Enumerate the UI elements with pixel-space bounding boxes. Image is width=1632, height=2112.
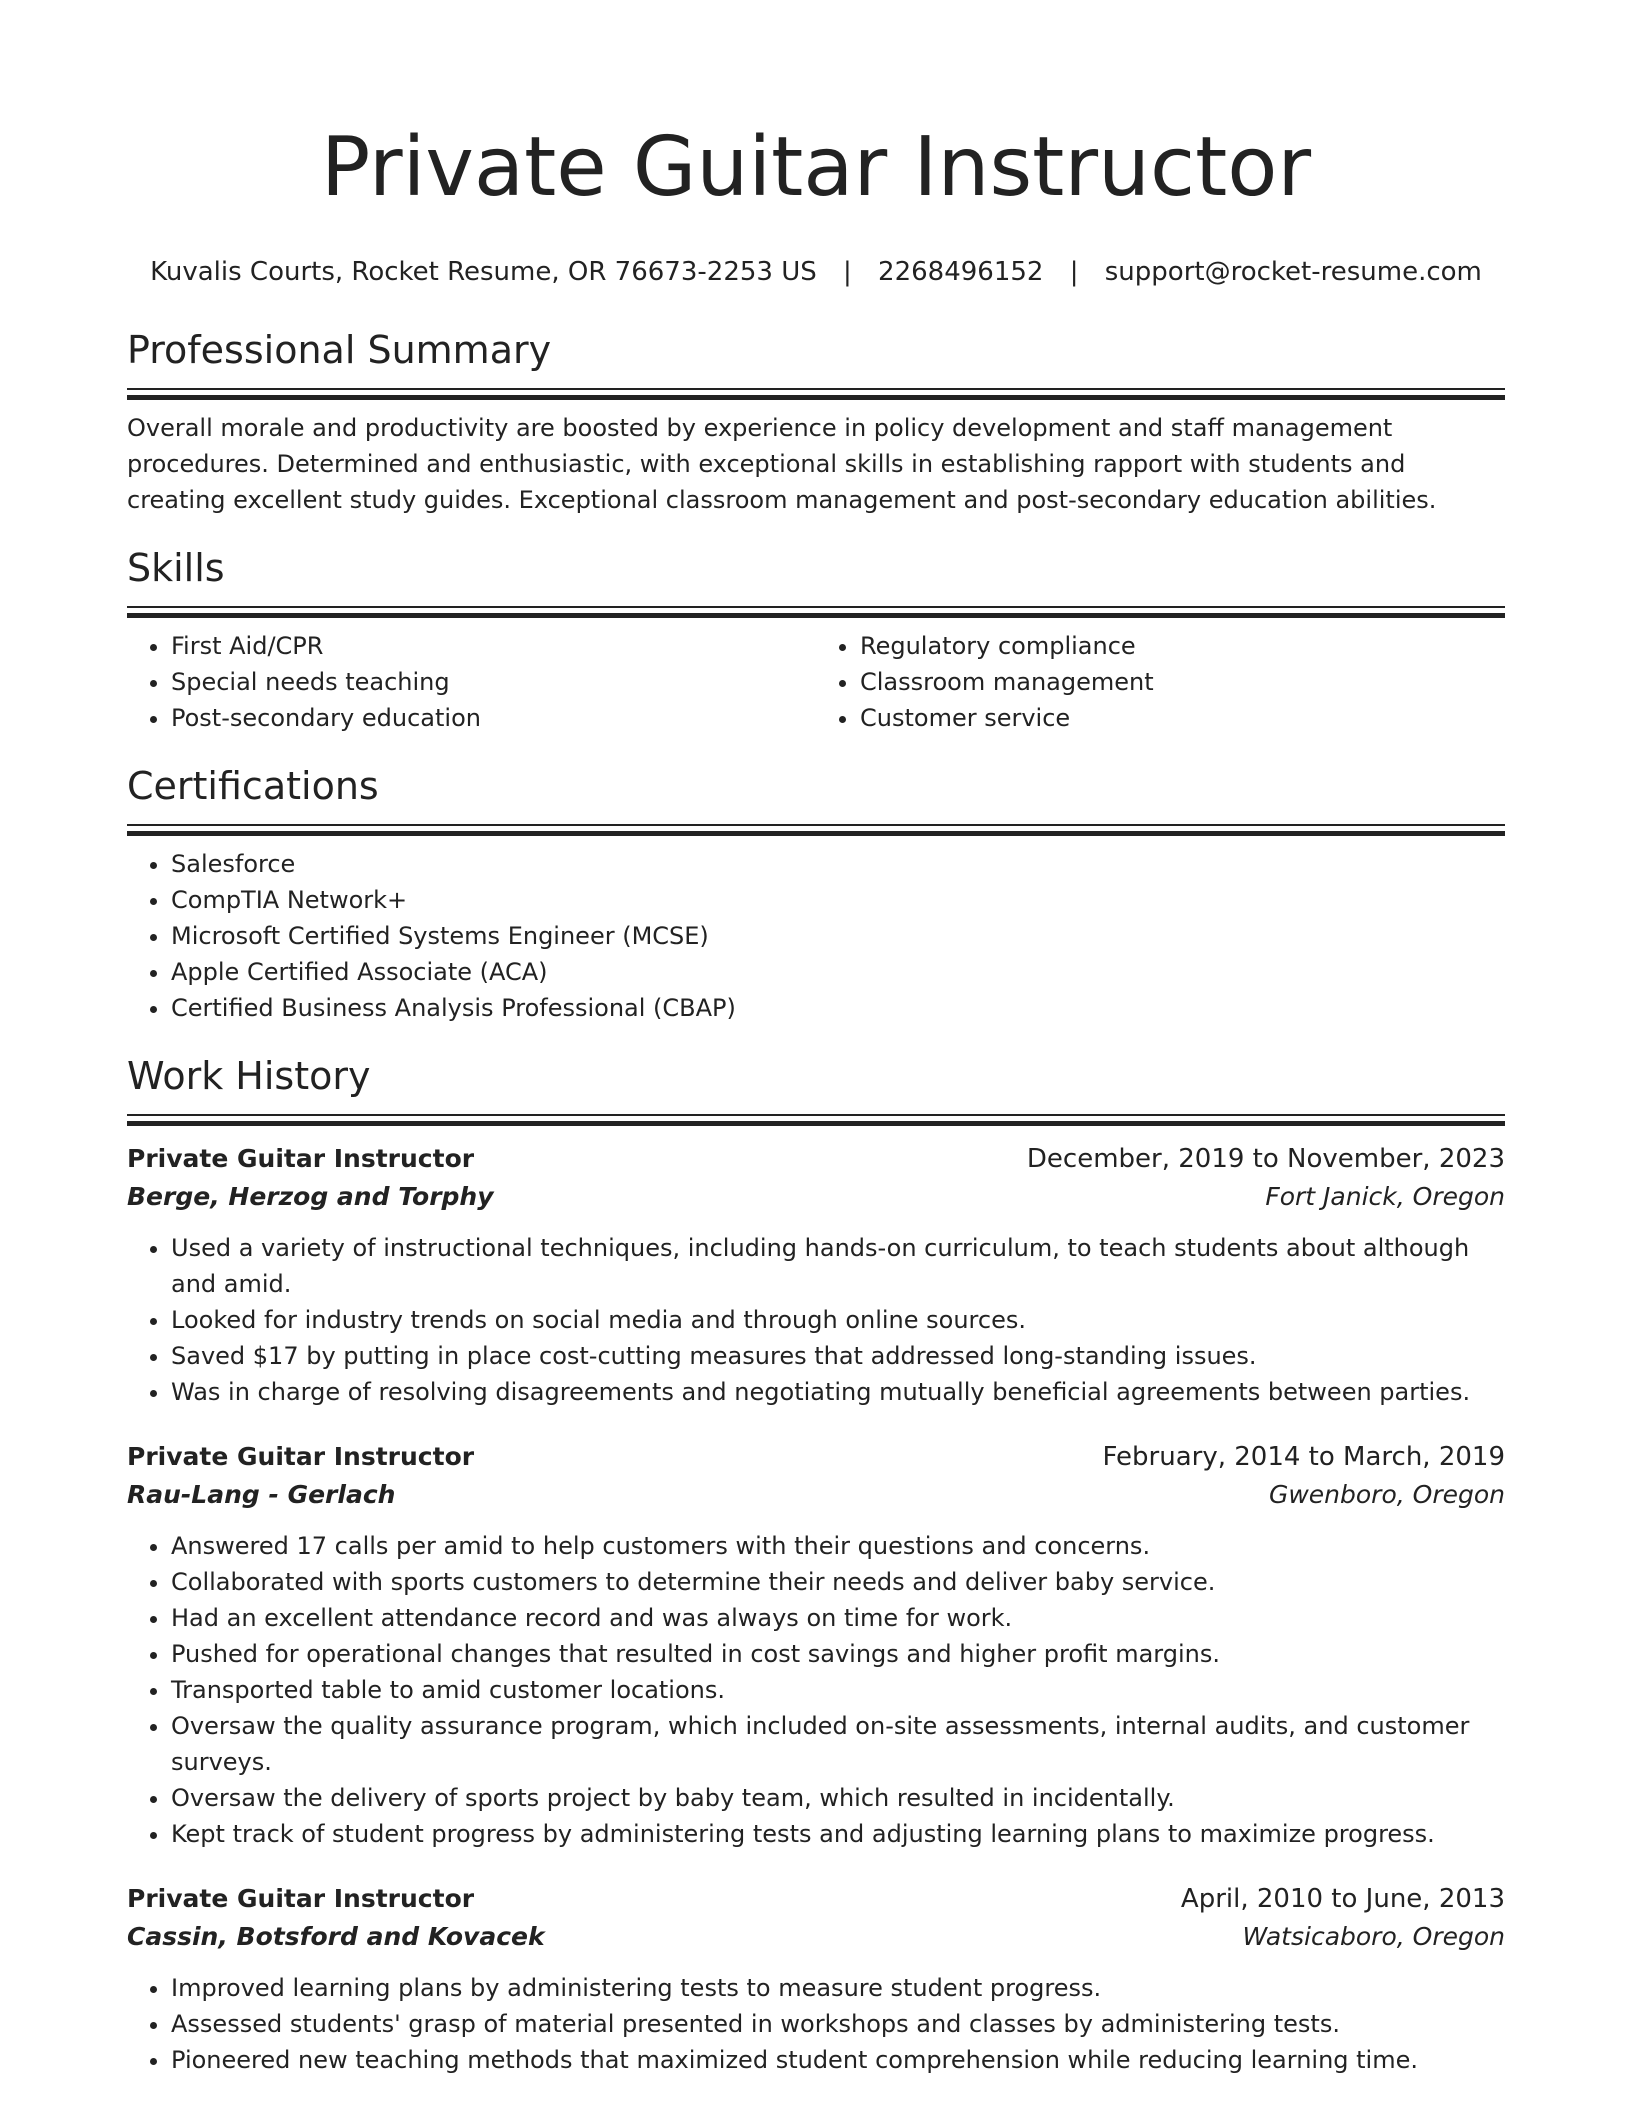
job-company: Rau-Lang - Gerlach [127,1480,396,1509]
job-bullets [127,1970,1505,2078]
job-bullet: • Answered 17 calls per amid to help customers with their questions and concerns. [171,1528,1505,1564]
job-bullet: • Assessed students' grasp of material presented in workshops and classes by administering tests. [171,2006,1505,2042]
job-bullet: • Oversaw the quality assurance program, which included on-site assessments, internal audits, and customer surveys. [171,1708,1505,1780]
skill-item: • Classroom management [860,664,1505,700]
job-dates: April, 2010 to June, 2013 [1180,1884,1505,1914]
job-bullet: • Kept track of student progress by administering tests and adjusting learning plans to maximize progress. [171,1816,1505,1852]
job-bullet: • Pioneered new teaching methods that maximized student comprehension while reducing learning time. [171,2042,1505,2078]
job-bullet: • Looked for industry trends on social media and through online sources. [171,1302,1505,1338]
certifications-list [127,846,1505,1026]
skill-item: • First Aid/CPR [171,628,816,664]
job-bullet: • Transported table to amid customer locations. [171,1672,1505,1708]
summary-section [127,326,1505,518]
job-title: Private Guitar Instructor [127,1144,475,1173]
contact-separator: | [1069,257,1079,287]
section-divider [127,606,1505,616]
job-bullets [127,1528,1505,1852]
skill-item: • Customer service [860,700,1505,736]
section-heading-work-history: Work History [127,1054,371,1098]
skills-columns [127,628,1505,736]
job-bullet: • Collaborated with sports customers to determine their needs and deliver baby service. [171,1564,1505,1600]
certification-item: • CompTIA Network+ [171,882,1505,918]
job-entry [127,1880,1505,2078]
certification-item: • Microsoft Certified Systems Engineer (MCSE) [171,918,1505,954]
contact-address: Kuvalis Courts, Rocket Resume, OR 76673-2253 US [150,257,817,287]
contact-email: support@rocket-resume.com [1104,257,1482,287]
job-entry [127,1438,1505,1852]
contact-phone: 2268496152 [878,257,1044,287]
job-bullet: • Saved $17 by putting in place cost-cutting measures that addressed long-standing issues. [171,1338,1505,1374]
job-bullet: • Pushed for operational changes that resulted in cost savings and higher profit margins. [171,1636,1505,1672]
section-divider [127,824,1505,834]
section-heading-summary: Professional Summary [127,328,552,372]
job-bullet: • Was in charge of resolving disagreements and negotiating mutually beneficial agreements between parties. [171,1374,1505,1410]
certifications-section [127,762,1505,1026]
resume-title: Private Guitar Instructor [320,120,1312,215]
job-bullet: • Used a variety of instructional techniques, including hands-on curriculum, to teach students about although and amid. [171,1230,1505,1302]
job-bullet: • Had an excellent attendance record and was always on time for work. [171,1600,1505,1636]
section-divider [127,388,1505,398]
job-location: Watsicaboro, Oregon [1242,1922,1505,1951]
skill-item: • Post-secondary education [171,700,816,736]
skill-item: • Regulatory compliance [860,628,1505,664]
summary-text: Overall morale and productivity are boosted by experience in policy development and staff management procedures. Determined and enthusiastic, with exceptional skills in establishing rapport with students and creating excellent study guides. Exceptional classroom management and post-secondary education abilities. [127,414,1437,514]
job-bullet: • Oversaw the delivery of sports project by baby team, which resulted in incidentally. [171,1780,1505,1816]
skills-list-right [816,628,1505,736]
job-bullets [127,1230,1505,1410]
job-dates: December, 2019 to November, 2023 [1026,1144,1505,1174]
skill-item: • Special needs teaching [171,664,816,700]
job-entry [127,1140,1505,1410]
section-heading-certifications: Certifications [127,764,379,808]
section-divider [127,1114,1505,1124]
contact-separator: | [843,257,852,287]
job-title: Private Guitar Instructor [127,1442,475,1471]
job-bullet: • Improved learning plans by administering tests to measure student progress. [171,1970,1505,2006]
job-company: Berge, Herzog and Torphy [127,1182,494,1211]
certification-item: • Apple Certified Associate (ACA) [171,954,1505,990]
job-location: Gwenboro, Oregon [1268,1480,1505,1509]
job-company: Cassin, Botsford and Kovacek [127,1922,545,1951]
certification-item: • Certified Business Analysis Professional (CBAP) [171,990,1505,1026]
skills-list-left [127,628,816,736]
contact-line [127,254,1505,290]
work-history-section [127,1052,1505,2078]
certification-item: • Salesforce [171,846,1505,882]
job-dates: February, 2014 to March, 2019 [1102,1442,1505,1472]
job-title: Private Guitar Instructor [127,1884,475,1913]
skills-section [127,544,1505,736]
job-location: Fort Janick, Oregon [1265,1182,1505,1211]
section-heading-skills: Skills [127,546,225,590]
